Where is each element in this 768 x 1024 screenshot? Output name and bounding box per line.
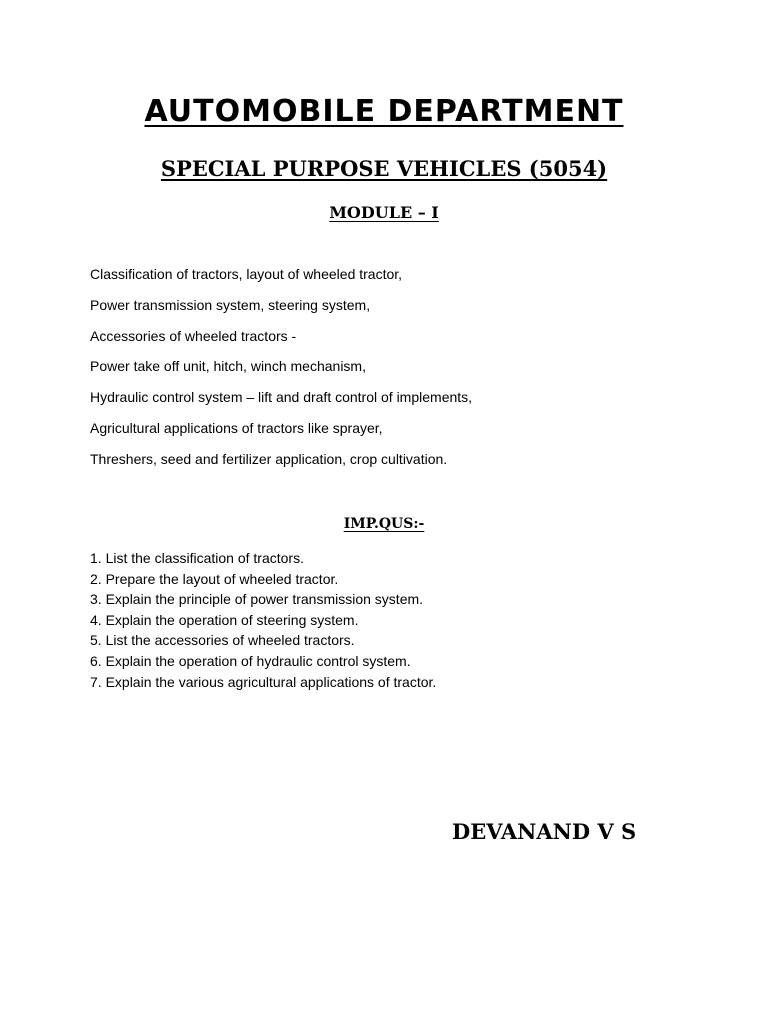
syllabus-line: Classification of tractors, layout of wheeled tractor, (90, 266, 403, 282)
syllabus-line: Power take off unit, hitch, winch mechanism, (90, 358, 366, 375)
question-item: 1. List the classification of tractors. (90, 550, 304, 566)
author-name: DEVANAND V S (452, 819, 637, 844)
syllabus-line: Accessories of wheeled tractors - (90, 327, 297, 344)
department-title: AUTOMOBILE DEPARTMENT (144, 94, 624, 129)
syllabus-line: Agricultural applications of tractors like sprayer, (90, 419, 383, 436)
syllabus-line: Hydraulic control system – lift and draft control of implements, (90, 389, 473, 406)
syllabus-line: Power transmission system, steering system, (90, 296, 371, 313)
question-item: 7. Explain the various agricultural applications of tractor. (90, 673, 437, 690)
question-item: 2. Prepare the layout of wheeled tractor. (90, 570, 339, 587)
important-questions-title: IMP.QUS:- (343, 516, 425, 532)
syllabus-line: Threshers, seed and fertilizer application, crop cultivation. (90, 450, 448, 467)
course-title: SPECIAL PURPOSE VEHICLES (5054) (160, 156, 608, 181)
module-title: MODULE – I (329, 203, 439, 222)
question-item: 4. Explain the operation of steering system. (90, 611, 359, 628)
question-item: 5. List the accessories of wheeled tractors. (90, 632, 355, 649)
question-item: 6. Explain the operation of hydraulic control system. (90, 652, 411, 669)
syllabus-list (90, 264, 710, 480)
question-item: 3. Explain the principle of power transmission system. (90, 591, 424, 608)
important-questions-list (90, 548, 710, 692)
